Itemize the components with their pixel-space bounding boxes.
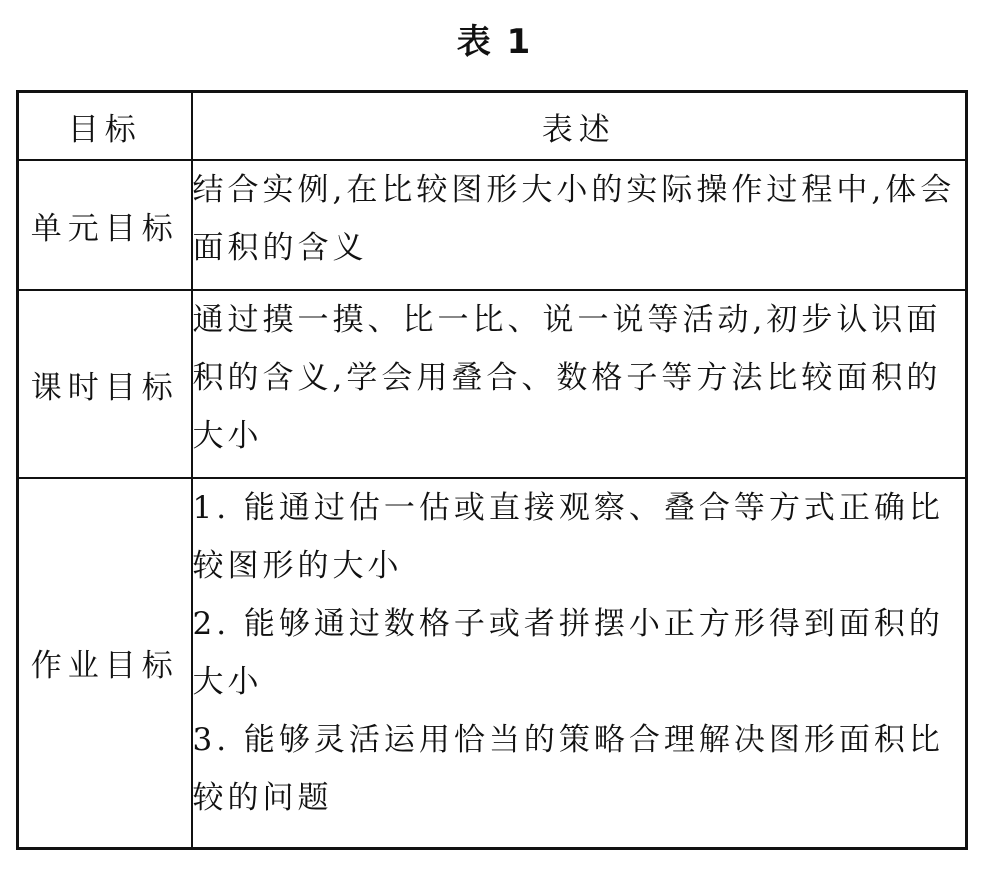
header-description: 表述 [192,92,967,161]
table-header-row [18,92,967,161]
row-desc-unit [192,160,967,290]
goals-table [16,90,968,850]
table-row [18,290,967,478]
desc-line: 3. 能够灵活运用恰当的策略合理解决图形面积比较的问题 [192,722,944,816]
row-desc-lesson [192,290,967,478]
row-goal-unit: 单元目标 [18,160,192,290]
header-goal: 目标 [18,92,192,161]
desc-line: 1. 能通过估一估或直接观察、叠合等方式正确比较图形的大小 [192,490,944,584]
desc-line: 2. 能够通过数格子或者拼摆小正方形得到面积的大小 [192,606,944,700]
table-row [18,478,967,848]
desc-line: 通过摸一摸、比一比、说一说等活动,初步认识面积的含义,学会用叠合、数格子等方法比较面积的大小 [192,302,942,454]
row-desc-homework [192,478,967,848]
table-row [18,160,967,290]
row-goal-homework: 作业目标 [18,478,192,848]
table-title: 表 1 [456,22,533,62]
row-goal-lesson: 课时目标 [18,290,192,478]
desc-line: 结合实例,在比较图形大小的实际操作过程中,体会面积的含义 [192,172,956,266]
